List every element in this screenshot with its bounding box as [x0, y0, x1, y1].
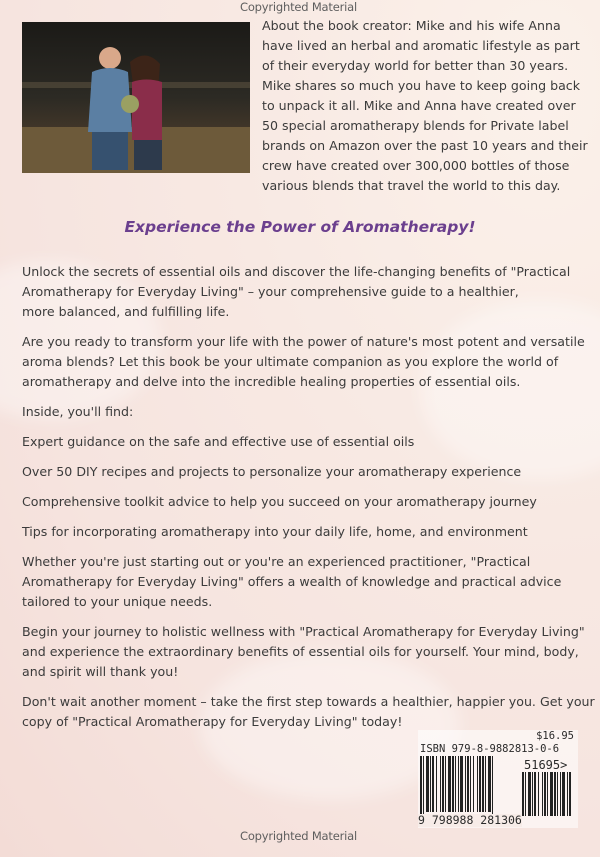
addon-bar — [547, 772, 548, 816]
paragraph-line: Over 50 DIY recipes and projects to personalize your aromatherapy experience — [22, 464, 522, 479]
barcode-bar — [488, 756, 491, 812]
paragraph — [22, 262, 592, 322]
paragraph-line: Unlock the secrets of essential oils and discover the life-changing benefits of "Practical — [22, 264, 571, 279]
paragraph-line: Comprehensive toolkit advice to help you succeed on your aromatherapy journey — [22, 494, 537, 509]
bio-line: 50 special aromatherapy blends for Private label — [262, 118, 569, 133]
barcode-bar — [477, 756, 478, 812]
addon-bar — [550, 772, 553, 816]
addon-bar — [569, 772, 571, 816]
barcode-bar — [492, 756, 493, 814]
price-label: $16.95 — [536, 730, 574, 742]
bio-line: Mike shares so much you have to keep going back — [262, 78, 580, 93]
paragraph-line: tailored to your unique needs. — [22, 594, 213, 609]
barcode-bar — [482, 756, 484, 812]
bio-line: crew have created over 300,000 bottles of those — [262, 158, 570, 173]
author-bio — [262, 16, 592, 196]
paragraph-line: Inside, you'll find: — [22, 404, 134, 419]
addon-bar — [528, 772, 531, 816]
barcode-bar — [420, 756, 422, 814]
addon-bar — [557, 772, 558, 816]
bio-line: of their everyday world for better than 30 years. — [262, 58, 569, 73]
addon-bar — [532, 772, 533, 816]
addon-bar — [534, 772, 536, 816]
barcode-bar — [479, 756, 481, 812]
paragraph-line: Aromatherapy for Everyday Living" offers a wealth of knowledge and practical advice — [22, 574, 562, 589]
barcode-bars — [418, 756, 578, 816]
copyright-watermark-bottom: Copyrighted Material — [240, 829, 357, 843]
bio-line: to unpack it all. Mike and Anna have created over — [262, 98, 576, 113]
paragraph — [22, 622, 592, 682]
addon-bar — [525, 772, 526, 816]
section-heading: Experience the Power of Aromatherapy! — [124, 218, 476, 236]
isbn-label: ISBN 979-8-9882813-0-6 — [420, 743, 560, 755]
barcode-bar — [448, 756, 451, 812]
addon-bar — [542, 772, 543, 816]
barcode-bar — [445, 756, 446, 812]
addon-bar — [560, 772, 561, 816]
copyright-watermark-top: Copyrighted Material — [240, 0, 357, 14]
paragraph-line: Tips for incorporating aromatherapy into your daily life, home, and environment — [22, 524, 528, 539]
barcode-bar — [432, 756, 434, 812]
bio-line: various blends that travel the world to this day. — [262, 178, 561, 193]
paragraph-line: Begin your journey to holistic wellness with "Practical Aromatherapy for Everyday Living" — [22, 624, 585, 639]
paragraph-line: Aromatherapy for Everyday Living" – your comprehensive guide to a healthier, — [22, 284, 519, 299]
paragraph — [22, 402, 592, 422]
addon-bar — [554, 772, 556, 816]
paragraph-line: and spirit will thank you! — [22, 664, 179, 679]
paragraph-line: copy of "Practical Aromatherapy for Everyday Living" today! — [22, 714, 403, 729]
paragraph-line: Don't wait another moment – take the first step towards a healthier, happier you. Get your — [22, 694, 595, 709]
barcode-bar — [467, 756, 469, 812]
paragraph-line: Expert guidance on the safe and effective use of essential oils — [22, 434, 415, 449]
bio-line: brands on Amazon over the past 10 years and their — [262, 138, 588, 153]
barcode-bar — [455, 756, 456, 812]
bio-line: About the book creator: Mike and his wife Anna — [262, 18, 561, 33]
barcode-bar — [452, 756, 454, 812]
paragraph — [22, 462, 592, 482]
barcode-bar — [465, 756, 466, 812]
addon-bar — [544, 772, 546, 816]
barcode-bar — [473, 756, 474, 812]
paragraph — [22, 552, 592, 612]
paragraph — [22, 332, 592, 392]
addon-code: 51695> — [524, 758, 568, 772]
addon-bar — [562, 772, 565, 816]
addon-bar — [538, 772, 539, 816]
barcode-bar — [458, 756, 459, 812]
paragraph-line: more balanced, and fulfilling life. — [22, 304, 230, 319]
author-photo — [22, 22, 250, 173]
barcode-bar — [426, 756, 429, 812]
paragraph-line: Whether you're just starting out or you're an experienced practitioner, "Practical — [22, 554, 531, 569]
barcode-bar — [442, 756, 444, 812]
isbn-barcode — [418, 730, 578, 828]
paragraph-line: aromatherapy and delve into the incredible healing properties of essential oils. — [22, 374, 521, 389]
barcode-bar — [470, 756, 471, 812]
bio-line: have lived an herbal and aromatic lifestyle as part — [262, 38, 580, 53]
barcode-bar — [485, 756, 486, 812]
paragraph — [22, 522, 592, 542]
barcode-number: 9 798988 281306 — [418, 813, 522, 827]
barcode-bar — [460, 756, 463, 812]
barcode-bar — [436, 756, 437, 812]
paragraph-line: aroma blends? Let this book be your ultimate companion as you explore the world of — [22, 354, 559, 369]
paragraph — [22, 492, 592, 512]
addon-bar — [567, 772, 568, 816]
addon-bar — [522, 772, 524, 816]
paragraph-line: Are you ready to transform your life with the power of nature's most potent and versatile — [22, 334, 585, 349]
paragraph — [22, 432, 592, 452]
paragraph-line: and experience the extraordinary benefits of essential oils for yourself. Your mind, body, — [22, 644, 579, 659]
paragraph — [22, 692, 595, 732]
barcode-bar — [423, 756, 424, 814]
barcode-bar — [440, 756, 441, 812]
barcode-bar — [430, 756, 431, 812]
description-body — [22, 262, 595, 742]
